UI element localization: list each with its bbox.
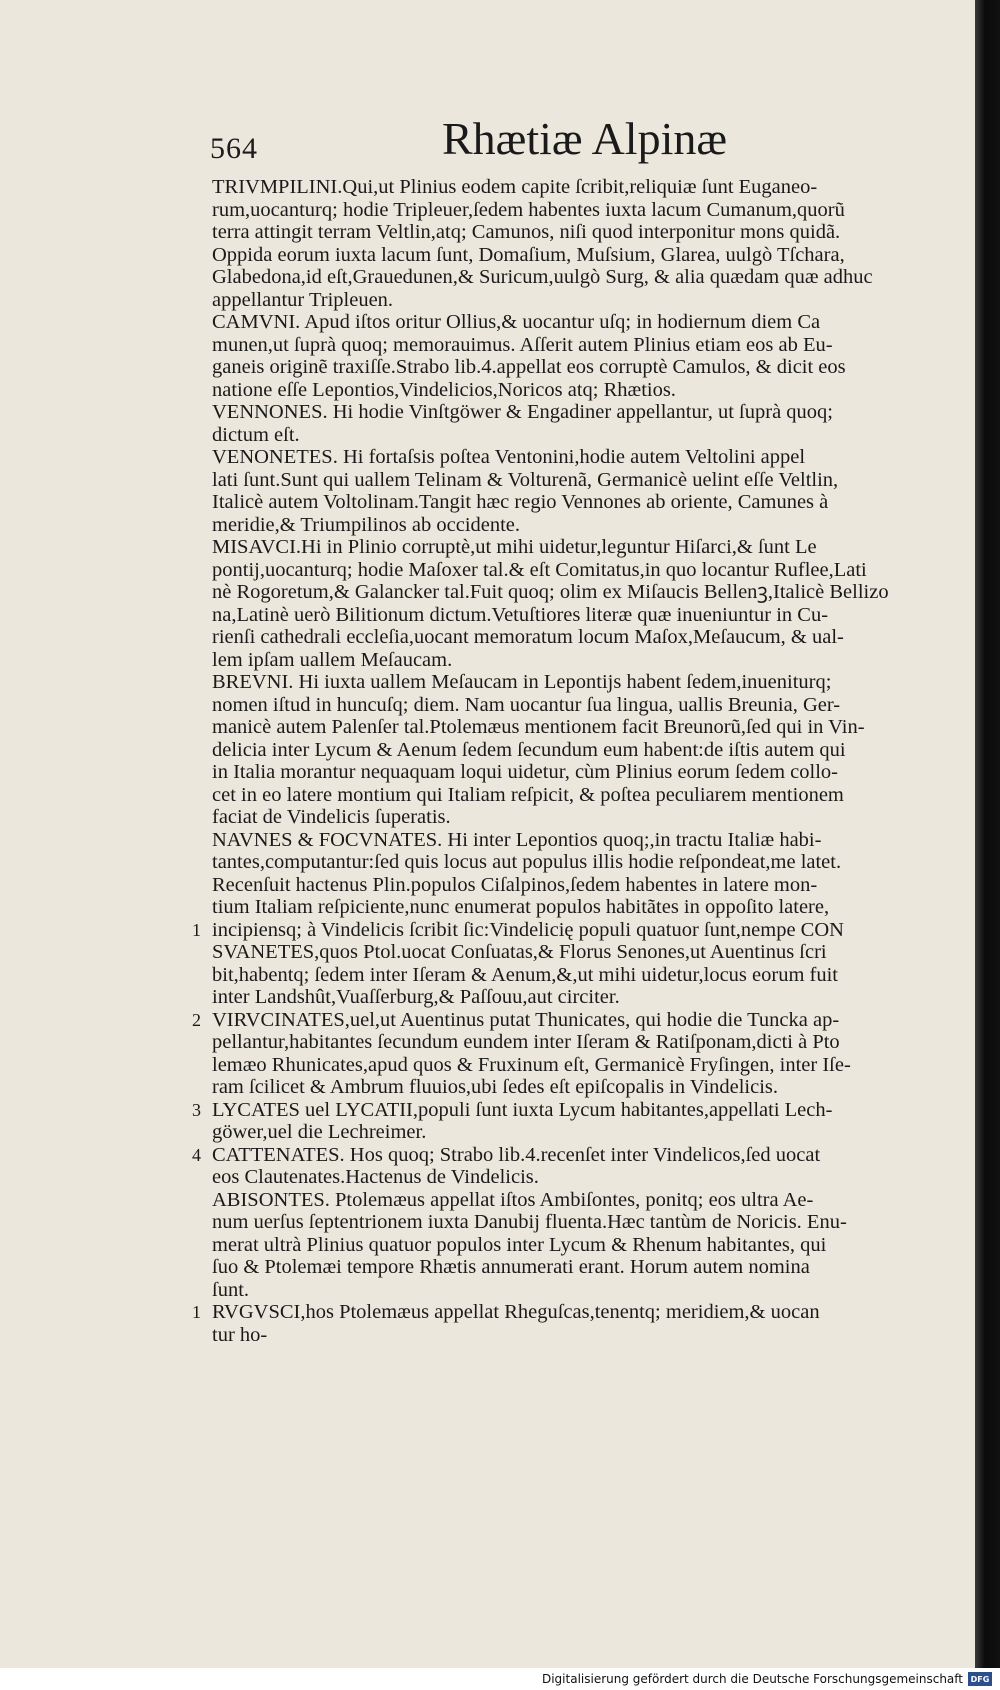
text-line (212, 739, 974, 762)
text-line (212, 1256, 974, 1279)
text-line (212, 379, 974, 402)
text-line (212, 1121, 974, 1144)
line-text: Glabedona,id eſt,Grauedunen,& Suricum,uulgò Surg, & alia quædam quæ adhuc (212, 266, 873, 288)
line-text: BREVNI. Hi iuxta uallem Meſaucam in Lepontijs habent ſedem,inueniturq; (212, 671, 832, 693)
line-text: nomen iſtud in huncuſq; diem. Nam uocantur ſua lingua, uallis Breunia, Ger- (212, 693, 841, 716)
text-line (212, 806, 974, 829)
line-text: tantes,computantur:ſed quis locus aut populus illis hodie reſpondeat,me latet. (212, 851, 842, 873)
line-text: TRIVMPILINI.Qui,ut Plinius eodem capite ſcribit,reliquiæ ſunt Euganeo- (212, 176, 818, 198)
text-line (212, 829, 974, 852)
line-text: merat ultrà Plinius quatuor populos inter Lycum & Rhenum habitantes, qui (212, 1233, 827, 1256)
text-line (212, 649, 974, 672)
line-text: lati ſunt.Sunt qui uallem Telinam & Volturenã, Germanicè uelint eſſe Veltlin, (212, 468, 839, 491)
text-line (212, 671, 974, 694)
text-line (212, 964, 974, 987)
line-text: ram ſcilicet & Ambrum fluuios,ubi ſedes eſt epiſcopalis in Vindelicis. (212, 1076, 779, 1098)
text-line (212, 1031, 974, 1054)
text-line (212, 1166, 974, 1189)
text-line (212, 1211, 974, 1234)
line-text: bit,habentq; ſedem inter Iſeram & Aenum,&,ut mihi uidetur,locus eorum fuit (212, 963, 839, 986)
text-line (212, 221, 974, 244)
line-text: dictum eſt. (212, 423, 300, 446)
text-line (212, 334, 974, 357)
line-text: VENNONES. Hi hodie Vinſtgöwer & Engadiner appellantur, ut ſuprà quoq; (212, 401, 833, 423)
text-line (212, 986, 974, 1009)
text-line (212, 694, 974, 717)
line-text: terra attingit terram Veltlin,atq; Camunos, niſi quod interponitur mons quidã. (212, 221, 841, 243)
line-text: LYCATES uel LYCATII,populi ſunt iuxta Lycum habitantes,appellati Lech- (212, 1098, 833, 1121)
text-line (192, 1301, 974, 1324)
text-line (212, 896, 974, 919)
line-text: rum,uocanturq; hodie Tripleuer,ſedem habentes iuxta lacum Cumanum,quorũ (212, 198, 845, 221)
body-text (192, 176, 974, 1346)
line-text: in Italia morantur nequaquam loqui uidetur, cùm Plinius eorum ſedem collo- (212, 761, 838, 783)
line-text: natione eſſe Lepontios,Vindelicios,Noricos atq; Rhætios. (212, 378, 676, 401)
text-line (192, 1143, 974, 1167)
text-line (212, 559, 974, 582)
line-text: Recenſuit hactenus Plin.populos Ciſalpinos,ſedem habentes in latere mon- (212, 873, 818, 896)
margin-number: 1 (192, 1302, 201, 1322)
text-line (212, 176, 974, 199)
line-text: ſunt. (212, 1278, 250, 1301)
line-text: VENONETES. Hi fortaſsis poſtea Ventonini,hodie autem Veltolini appel (212, 446, 806, 468)
text-line (212, 1279, 974, 1302)
line-text: MISAVCI.Hi in Plinio corruptè,ut mihi uidetur,leguntur Hiſarci,& ſunt Le (212, 536, 817, 558)
dfg-logo-icon: DFG (968, 1672, 992, 1686)
line-text: appellantur Tripleuen. (212, 288, 394, 311)
running-title: Rhætiæ Alpinæ (442, 113, 728, 164)
text-line (212, 1234, 974, 1257)
line-text: eos Clautenates.Hactenus de Vindelicis. (212, 1166, 539, 1188)
text-line (212, 716, 974, 739)
margin-number: 2 (192, 1009, 201, 1030)
line-text: delicia inter Lycum & Aenum ſedem ſecundum eum habent:de iſtis autem qui (212, 738, 846, 761)
text-line (212, 199, 974, 222)
text-line (212, 626, 974, 649)
text-line (212, 244, 974, 267)
margin-number: 3 (192, 1099, 201, 1120)
text-line (212, 851, 974, 874)
text-line (212, 266, 974, 289)
text-line (212, 469, 974, 492)
page-number: 564 (210, 132, 258, 165)
line-text: VIRVCINATES,uel,ut Auentinus putat Thunicates, qui hodie die Tuncka ap- (212, 1008, 840, 1031)
text-line (212, 424, 974, 447)
text-line (212, 356, 974, 379)
text-line (212, 1324, 974, 1347)
line-text: num uerſus ſeptentrionem iuxta Danubij fluenta.Hæc tantùm de Noricis. Enu- (212, 1211, 847, 1233)
text-line (192, 1098, 974, 1122)
margin-number: 4 (192, 1144, 201, 1165)
funding-credit: Digitalisierung gefördert durch die Deutsche Forschungsgemeinschaft (541, 1672, 963, 1686)
text-line (192, 918, 974, 942)
text-line (212, 581, 974, 604)
text-line (212, 289, 974, 312)
line-text: rienſi cathedrali eccleſia,uocant memoratum locum Maſox,Meſaucum, & ual- (212, 626, 844, 648)
line-text: ganeis originẽ traxiſſe.Strabo lib.4.appellat eos corruptè Camulos, & dicit eos (212, 356, 846, 378)
line-text: munen,ut ſuprà quoq; memorauimus. Aſſerit autem Plinius etiam eos ab Eu- (212, 333, 833, 356)
line-text: meridie,& Triumpilinos ab occidente. (212, 513, 521, 536)
line-text: cet in eo latere montium qui Italiam reſpicit, & poſtea peculiarem mentionem (212, 783, 844, 806)
line-text: Italicè autem Voltolinam.Tangit hæc regio Vennones ab oriente, Camunes à (212, 491, 829, 513)
line-text: lem ipſam uallem Meſaucam. (212, 648, 453, 671)
digitization-footer (0, 1668, 1000, 1690)
line-text: faciat de Vindelicis ſuperatis. (212, 806, 451, 828)
line-text: incipiensq; à Vindelicis ſcribit ſic:Vindelicię populi quatuor ſunt,nempe CON (212, 918, 844, 941)
text-line (212, 311, 974, 334)
line-text: ABISONTES. Ptolemæus appellat iſtos Ambiſontes, ponitq; eos ultra Ae- (212, 1188, 814, 1211)
line-text: manicè autem Palenſer tal.Ptolemæus mentionem facit Breunorũ,ſed qui in Vin- (212, 716, 865, 738)
text-line (212, 491, 974, 514)
line-text: CATTENATES. Hos quoq; Strabo lib.4.recenſet inter Vindelicos,ſed uocat (212, 1143, 821, 1166)
margin-number: 1 (192, 919, 201, 940)
line-text: tur ho- (212, 1323, 268, 1346)
line-text: nè Rogoretum,& Galancker tal.Fuit quoq; olim ex Miſaucis Bellenꝫ,Italicè Bellizo (212, 581, 889, 603)
text-line (212, 446, 974, 469)
line-text: na,Latinè uerò Bilitionum dictum.Vetuſtiores literæ quæ inueniuntur in Cu- (212, 603, 829, 626)
text-line (212, 401, 974, 424)
text-line (192, 1008, 974, 1032)
text-line (212, 604, 974, 627)
text-line (212, 761, 974, 784)
text-line (212, 784, 974, 807)
line-text: pellantur,habitantes ſecundum eundem inter Iſeram & Ratiſponam,dicti à Pto (212, 1031, 840, 1053)
line-text: göwer,uel die Lechreimer. (212, 1121, 427, 1143)
line-text: inter Landshût,Vuaſſerburg,& Paſſouu,aut circiter. (212, 986, 620, 1008)
line-text: CAMVNI. Apud iſtos oritur Ollius,& uocantur uſq; in hodiernum diem Ca (212, 311, 821, 333)
text-line (212, 1076, 974, 1099)
text-line (212, 536, 974, 559)
line-text: Oppida eorum iuxta lacum ſunt, Domaſium, Muſsium, Glarea, uulgò Tſchara, (212, 243, 845, 266)
text-line (212, 514, 974, 537)
line-text: pontij,uocanturq; hodie Maſoxer tal.& eſt Comitatus,in quo locantur Ruflee,Lati (212, 558, 867, 581)
line-text: SVANETES,quos Ptol.uocat Conſuatas,& Florus Senones,ut Auentinus ſcri (212, 941, 827, 963)
line-text: lemæo Rhunicates,apud quos & Fruxinum eſt, Germanicè Fryſingen, inter Iſe- (212, 1053, 851, 1076)
page-header (210, 112, 770, 172)
line-text: RVGVSCI,hos Ptolemæus appellat Rheguſcas,tenentq; meridiem,& uocan (212, 1301, 820, 1323)
text-line (212, 874, 974, 897)
line-text: ſuo & Ptolemæi tempore Rhætis annumerati erant. Horum autem nomina (212, 1256, 810, 1278)
page-edge-shadow (975, 0, 1000, 1668)
line-text: NAVNES & FOCVNATES. Hi inter Lepontios quoq;,in tractu Italiæ habi- (212, 828, 822, 851)
text-line (212, 941, 974, 964)
line-text: tium Italiam reſpiciente,nunc enumerat populos habitãtes in oppoſito latere, (212, 896, 830, 918)
text-line (212, 1054, 974, 1077)
text-line (212, 1189, 974, 1212)
